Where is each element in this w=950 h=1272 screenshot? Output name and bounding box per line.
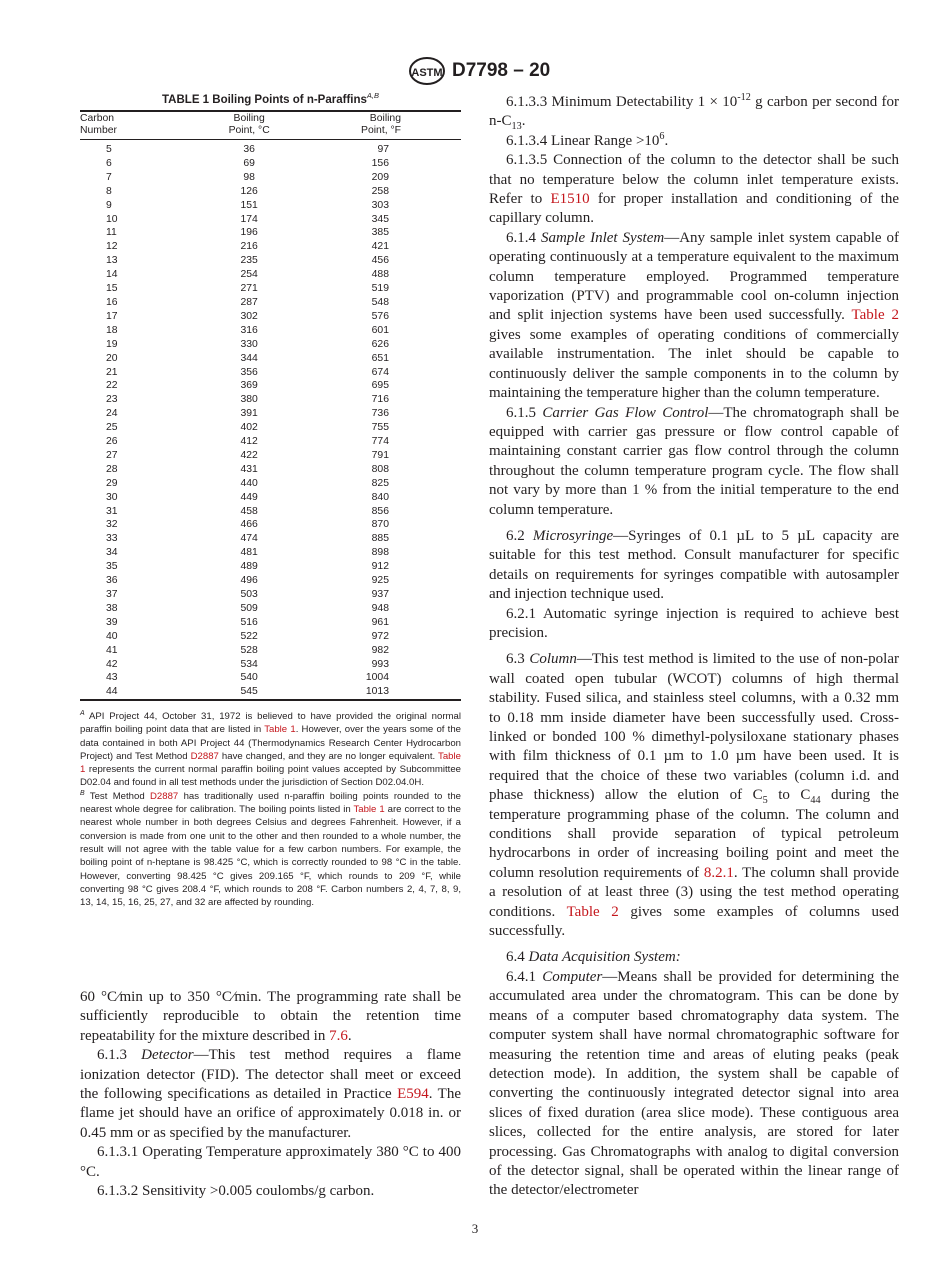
cell-boiling-point-f: 791 — [371, 449, 389, 461]
cell-boiling-point-c: 474 — [240, 533, 258, 545]
cell-carbon-number: 11 — [106, 227, 117, 239]
text-run: . The flame jet should have an orifice of approximately 0.018 in. or 0.45 mm or as specified by the manufacturer. — [80, 1086, 461, 1141]
cell-boiling-point-f: 345 — [371, 213, 389, 225]
cell-boiling-point-f: 303 — [371, 199, 389, 211]
paragraph — [80, 988, 461, 1046]
text-run: 6.1.3.1 Operating Temperature approximately 380 °C to 400 °C. — [80, 1144, 461, 1180]
cell-carbon-number: 17 — [106, 310, 118, 322]
text-run: —This test method requires a flame ionization detector (FID). The detector shall meet or exceed the following specifications as detailed in Practice — [80, 1047, 461, 1103]
cell-carbon-number: 15 — [106, 283, 118, 295]
cell-boiling-point-f: 898 — [371, 547, 389, 559]
table-row — [80, 449, 461, 463]
text-run: . However, over the years some of the data contained in both API Project 44 (Thermodynamics Research Center Hydrocarbon Project) and Test Method — [80, 724, 462, 762]
cell-carbon-number: 14 — [106, 269, 118, 281]
cell-carbon-number: 6 — [106, 157, 112, 169]
cell-carbon-number: 7 — [106, 171, 112, 183]
cell-carbon-number: 26 — [106, 436, 118, 448]
table-row — [80, 546, 461, 560]
text-run: during the temperature programming phase of the column. The column and conditions shall provide separation of typical petroleum hydrocarbons in order of increasing boiling point and meet the column resolution requirements of — [489, 787, 899, 881]
cell-boiling-point-f: 808 — [371, 463, 389, 475]
cell-carbon-number: 37 — [106, 589, 118, 600]
text-run: gives some examples of operating conditions of commercially available instrumentation. The inlet should be capable to continuously deliver the sample components in to the column by maintaining the temperature higher than the column temperature. — [489, 326, 899, 402]
table-row — [80, 588, 461, 602]
table-row — [80, 282, 461, 296]
cell-boiling-point-c: 422 — [240, 449, 258, 461]
header-boiling-point-f — [285, 111, 461, 140]
astm-logo-icon — [408, 56, 446, 86]
cell-boiling-point-c: 509 — [240, 602, 258, 614]
cell-boiling-point-f: 982 — [371, 644, 389, 656]
text-run: API Project 44, October 31, 1972 is believed to have provided the original normal paraffin boiling point data that are listed in — [80, 711, 461, 736]
cell-carbon-number: 20 — [106, 352, 118, 364]
text-run: 6.3 — [506, 651, 530, 668]
text-run: . — [347, 1027, 352, 1044]
paragraph — [489, 151, 899, 229]
italic-heading: Computer — [542, 968, 603, 985]
cell-boiling-point-f: 948 — [371, 602, 389, 614]
paragraph — [489, 968, 899, 1201]
text-run: 6.1.4 — [506, 229, 541, 246]
table-row — [80, 254, 461, 268]
cell-carbon-number: 38 — [106, 602, 118, 614]
paragraph — [80, 1182, 461, 1201]
cell-boiling-point-f: 258 — [371, 185, 389, 197]
cross-reference-link[interactable]: 7.6 — [329, 1027, 348, 1044]
paragraph — [489, 132, 899, 151]
cell-boiling-point-c: 302 — [240, 310, 258, 322]
text-run: —This test method is limited to the use of non-polar wall coated open tubular (WCOT) columns of high thermal stability. Fused silica, and stainless steel columns, with a 0.32 mm to 0.18 mm inside diameter have been successfully used. Cross-linked or bonded 100 % dimethyl-polysiloxane stationary phases with film thickness of 0.1 µm to 1.0 µm have been used. It is required that the choice of these two variables (column i.d. and phase thickness) allow the elution of C — [489, 651, 899, 804]
cell-boiling-point-c: 534 — [240, 658, 258, 670]
cell-boiling-point-c: 458 — [240, 505, 258, 517]
cell-boiling-point-c: 391 — [240, 408, 258, 420]
cross-reference-link[interactable]: E1510 — [550, 191, 590, 208]
cell-boiling-point-c: 330 — [240, 338, 258, 350]
cell-boiling-point-c: 216 — [240, 241, 258, 253]
cell-carbon-number: 18 — [106, 324, 118, 336]
text-run: 6.1.3.4 Linear Range >10 — [506, 132, 660, 149]
cell-boiling-point-c: 466 — [240, 519, 258, 531]
cell-carbon-number: 34 — [106, 547, 118, 559]
table-row — [80, 518, 461, 532]
cross-reference-link[interactable]: Table 1 — [353, 804, 385, 816]
italic-heading: Carrier Gas Flow Control — [542, 404, 709, 421]
cell-boiling-point-f: 840 — [371, 491, 389, 503]
cell-carbon-number: 42 — [106, 658, 118, 670]
cell-carbon-number: 19 — [106, 338, 118, 350]
page-number: 3 — [471, 1221, 479, 1236]
cell-carbon-number: 9 — [106, 199, 112, 211]
cell-boiling-point-f: 488 — [371, 269, 389, 281]
cell-boiling-point-c: 151 — [240, 199, 258, 211]
table-row — [80, 296, 461, 310]
cell-boiling-point-f: 972 — [371, 630, 389, 642]
cell-boiling-point-f: 156 — [371, 157, 389, 169]
italic-heading: Data Acquisition System: — [528, 949, 681, 966]
cell-boiling-point-f: 937 — [371, 589, 389, 600]
text-run: 13 — [511, 121, 522, 133]
text-run: has traditionally used n-paraffin boiling points rounded to the nearest whole degree for calibration. The boiling points listed in — [80, 790, 462, 816]
cell-boiling-point-f: 925 — [371, 575, 389, 587]
cell-boiling-point-f: 885 — [371, 533, 389, 545]
paragraph — [80, 1143, 461, 1182]
text-run: 6.1.5 — [506, 404, 543, 421]
text-run: gives some examples of columns used successfully. — [489, 903, 899, 940]
table-row — [80, 140, 461, 157]
cell-boiling-point-c: 271 — [240, 283, 258, 295]
paragraph — [489, 527, 899, 605]
table-row — [80, 199, 461, 213]
cell-boiling-point-f: 548 — [371, 296, 389, 308]
cell-boiling-point-f: 519 — [371, 283, 389, 295]
cell-boiling-point-f: 626 — [371, 338, 389, 350]
text-run: . The column shall provide a resolution of at least three (3) using the test method operating conditions. — [489, 864, 899, 920]
cross-reference-link[interactable]: E594 — [397, 1086, 429, 1103]
table-title-footnote-marks: A,B — [366, 91, 379, 101]
footnote — [80, 710, 461, 790]
table-row — [80, 574, 461, 588]
cell-boiling-point-c: 516 — [240, 616, 258, 628]
cell-boiling-point-c: 316 — [240, 324, 258, 336]
cell-boiling-point-c: 540 — [240, 672, 258, 684]
cell-boiling-point-c: 356 — [240, 366, 258, 378]
cell-boiling-point-c: 174 — [240, 213, 258, 225]
cell-boiling-point-c: 412 — [240, 436, 258, 448]
cell-boiling-point-f: 961 — [371, 616, 389, 628]
table-row — [80, 435, 461, 449]
cell-boiling-point-f: 651 — [371, 352, 389, 364]
table-row — [80, 393, 461, 407]
cell-boiling-point-c: 431 — [240, 463, 258, 475]
text-run: Test Method — [84, 790, 150, 802]
table-header-row — [80, 111, 461, 140]
cell-boiling-point-c: 496 — [240, 575, 258, 587]
text-run: 6.2.1 Automatic syringe injection is required to achieve best precision. — [489, 605, 899, 641]
table-row — [80, 185, 461, 199]
table-row — [80, 644, 461, 658]
cell-boiling-point-f: 576 — [371, 310, 389, 322]
boiling-points-table — [80, 91, 461, 701]
cell-carbon-number: 32 — [106, 519, 118, 531]
cell-boiling-point-c: 344 — [240, 352, 258, 364]
cell-boiling-point-c: 481 — [240, 547, 258, 559]
cell-carbon-number: 35 — [106, 561, 118, 573]
cell-boiling-point-f: 736 — [371, 408, 389, 420]
text-run: 6.1.3.5 Connection of the column to the detector shall be such that no temperature below the column inlet temperature exists. Refer to — [489, 152, 899, 208]
table-footnotes — [80, 710, 461, 909]
table-row — [80, 213, 461, 227]
cross-reference-link[interactable]: Table 1 — [264, 724, 296, 736]
table-row — [80, 532, 461, 546]
cell-boiling-point-f: 456 — [371, 255, 389, 267]
text-run: —Syringes of 0.1 µL to 5 µL capacity are suitable for this test method. Consult manufacturer for specific details on requirements for syringes compatible with autosampler and injection technique used. — [489, 527, 900, 603]
cell-boiling-point-c: 440 — [240, 477, 258, 489]
left-column-text — [80, 988, 461, 1201]
text-run: -12 — [737, 92, 751, 103]
cell-carbon-number: 43 — [106, 672, 118, 684]
text-run: have changed, and they are no longer equivalent. — [218, 750, 439, 762]
italic-heading: Microsyringe — [532, 527, 614, 544]
document-id: D7798 – 20 — [452, 60, 551, 81]
cell-carbon-number: 39 — [106, 616, 118, 628]
logo-text: ASTM — [411, 67, 443, 79]
cell-boiling-point-f: 674 — [371, 366, 389, 378]
cell-boiling-point-f: 97 — [377, 144, 389, 155]
table-row — [80, 338, 461, 352]
cell-carbon-number: 44 — [80, 685, 213, 700]
text-run: 6.1.3.3 Minimum Detectability 1 × 10 — [506, 94, 738, 110]
text-run: 44 — [810, 795, 821, 807]
text-run: g carbon per second for n-C — [489, 94, 900, 130]
cross-reference-link[interactable]: Table 2 — [566, 903, 619, 920]
cell-boiling-point-c: 196 — [240, 227, 258, 239]
cell-boiling-point-c: 449 — [240, 491, 258, 503]
text-run: 6 — [659, 130, 665, 142]
cell-carbon-number: 36 — [106, 575, 118, 587]
cell-boiling-point-f: 421 — [371, 241, 389, 253]
table-row — [80, 463, 461, 477]
table-row — [80, 602, 461, 616]
text-run: 5 — [762, 795, 768, 807]
cell-carbon-number: 28 — [106, 463, 118, 475]
cell-carbon-number: 21 — [106, 366, 118, 378]
cell-boiling-point-f: 870 — [371, 519, 389, 531]
cell-carbon-number: 41 — [106, 644, 118, 656]
footnote — [80, 790, 461, 910]
text-run: . — [664, 132, 669, 149]
table-row — [80, 310, 461, 324]
cell-boiling-point-f: 695 — [371, 380, 389, 392]
cell-boiling-point-f: 993 — [371, 658, 389, 670]
table-row — [80, 379, 461, 393]
cell-boiling-point-c: 36 — [243, 144, 255, 155]
table-row — [80, 616, 461, 630]
cell-carbon-number: 5 — [106, 144, 112, 155]
text-run: 6.4.1 — [506, 968, 543, 985]
cell-boiling-point-c: 235 — [240, 255, 258, 267]
cell-boiling-point-f: 601 — [371, 324, 389, 336]
paragraph — [489, 605, 899, 644]
text-run: 60 °C⁄min up to 350 °C⁄min. The programming rate shall be sufficiently reproducible to obtain the retention time repeatability for the mixture described in — [80, 989, 461, 1044]
header-line: Carbon — [80, 113, 115, 124]
cell-carbon-number: 33 — [106, 533, 118, 545]
text-run: 6.4 — [506, 949, 529, 966]
header-boiling-point-c — [213, 111, 285, 140]
paragraph — [489, 948, 899, 967]
text-run: 6.2 — [506, 527, 533, 544]
table-row — [80, 171, 461, 185]
table-row — [80, 226, 461, 240]
table-row — [80, 324, 461, 338]
italic-heading: Sample Inlet System — [540, 229, 665, 246]
cell-boiling-point-c: 503 — [240, 589, 258, 600]
cell-carbon-number: 16 — [106, 296, 118, 308]
cell-boiling-point-c: 528 — [240, 644, 258, 656]
cell-boiling-point-c: 69 — [243, 157, 255, 169]
text-run: . — [521, 113, 526, 130]
text-run: 6.1.3 — [97, 1047, 142, 1064]
cell-carbon-number: 12 — [106, 241, 118, 253]
table-row — [80, 421, 461, 435]
text-run: are correct to the nearest whole number in both degrees Celsius and degrees Fahrenheit. However, if a conversion is made from one unit to the other and then rounded to a whole number, the result will not agree with the table value for a few carbon numbers. For example, the boiling point of n-heptane is 98.425 °C, which is correctly rounded to 98 °C in the table. However, converting 98.425 °C gives 209.165 °F, which rounds to 209 °F, while converting 98 °C gives 208.4 °F, which rounds to 208 °F. Carbon numbers 2, 4, 7, 8, 9, 13, 14, 15, 16, 25, 27, and 32 are affected by rounding. — [80, 804, 462, 909]
cell-boiling-point-c: 126 — [240, 185, 258, 197]
text-run: to C — [767, 787, 811, 804]
cell-boiling-point-c: 254 — [240, 269, 258, 281]
right-column-text — [489, 93, 899, 1201]
cell-boiling-point-f: 209 — [371, 171, 389, 183]
table-title-text: TABLE 1 Boiling Points of n-Paraffins — [162, 94, 367, 106]
table-row — [80, 240, 461, 254]
header-carbon-number — [80, 111, 213, 140]
table-row — [80, 671, 461, 685]
cell-boiling-point-f: 912 — [371, 561, 389, 573]
paragraph — [489, 404, 899, 520]
cell-boiling-point-f: 755 — [371, 422, 389, 434]
text-run: for proper installation and conditioning of the capillary column. — [489, 191, 899, 227]
table-row — [80, 505, 461, 519]
text-run: —Any sample inlet system capable of operating continuously at a temperature equivalent to the maximum column temperature employed. Programmed temperature vaporization (PTV) and programmable cool on-column injection and split injection systems have been used successfully. — [489, 229, 899, 324]
header-line: Boiling — [369, 113, 401, 124]
header-line: Number — [80, 125, 117, 136]
cell-boiling-point-c: 489 — [240, 561, 258, 573]
paragraph — [489, 229, 899, 404]
page-header — [408, 56, 550, 86]
text-run: 6.1.3.2 Sensitivity >0.005 coulombs/g carbon. — [97, 1183, 375, 1200]
paragraph — [489, 93, 899, 132]
cell-carbon-number: 10 — [106, 213, 118, 225]
cell-boiling-point-c: 545 — [213, 685, 285, 700]
paragraph — [489, 650, 899, 941]
cell-boiling-point-f: 1004 — [365, 672, 389, 684]
cell-carbon-number: 31 — [106, 505, 118, 517]
cell-boiling-point-c: 522 — [240, 630, 258, 642]
cell-boiling-point-f: 825 — [371, 477, 389, 489]
italic-heading: Column — [529, 651, 577, 668]
cell-boiling-point-f: 856 — [371, 505, 389, 517]
table-row — [80, 477, 461, 491]
table-row — [80, 658, 461, 672]
cell-boiling-point-f: 385 — [371, 227, 389, 239]
cell-carbon-number: 23 — [106, 394, 118, 406]
cell-carbon-number: 30 — [106, 491, 118, 503]
table-row — [80, 268, 461, 282]
text-run: B — [80, 789, 85, 797]
cross-reference-link[interactable]: 8.2.1 — [703, 864, 734, 881]
header-line: Boiling — [233, 113, 265, 124]
cell-carbon-number: 29 — [106, 477, 118, 489]
text-run: —The chromatograph shall be equipped with carrier gas pressure or flow control capable of maintaining constant carrier gas flow control through the column throughout the column temperature program cycle. The flow shall not vary by more than 1 % from the initial temperature to the end column temperature. — [489, 404, 900, 518]
table-row — [80, 630, 461, 644]
cell-boiling-point-f: 774 — [371, 436, 389, 448]
cell-boiling-point-c: 287 — [240, 296, 258, 308]
table-row — [80, 407, 461, 421]
cell-carbon-number: 8 — [106, 185, 112, 197]
table-row — [80, 491, 461, 505]
text-run: —Means shall be provided for determining the accumulated area under the chromatogram. This can be done by means of a computer based chromatography data system. The computer system shall have normal chromatographic software for measuring the retention time and areas of eluting peaks (peak detection mode). In addition, the system shall be capable of converting the continuously integrated detector signal into area slices of fixed duration (area slice mode). These contiguous area slices, collected for the entire analysis, are stored for later processing. Gas Chromatographs with analog to digital conversion of the detector signal, shall be operated within the linear range of the detector/electrometer — [489, 968, 899, 1199]
text-run: A — [80, 709, 85, 717]
cell-boiling-point-f: 716 — [371, 394, 389, 406]
italic-heading: Detector — [141, 1047, 194, 1064]
cell-boiling-point-f: 1013 — [285, 685, 461, 700]
cell-carbon-number: 24 — [106, 408, 118, 420]
cell-carbon-number: 13 — [106, 255, 118, 267]
cross-reference-link[interactable]: D2887 — [190, 750, 219, 762]
cross-reference-link[interactable]: Table 1 — [80, 750, 461, 776]
header-line: Point, °F — [361, 125, 401, 136]
table-row — [80, 685, 461, 700]
cross-reference-link[interactable]: Table 2 — [851, 307, 899, 324]
table-row — [80, 157, 461, 171]
cell-boiling-point-c: 98 — [243, 171, 255, 183]
cell-boiling-point-c: 402 — [240, 422, 258, 434]
cell-boiling-point-c: 380 — [240, 394, 258, 406]
cell-boiling-point-c: 369 — [240, 380, 258, 392]
table-title — [80, 91, 461, 106]
table-row — [80, 366, 461, 380]
header-line: Point, °C — [228, 125, 270, 136]
cross-reference-link[interactable]: D2887 — [150, 790, 179, 802]
paragraph — [80, 1046, 461, 1143]
text-run: represents the current normal paraffin boiling point values accepted by Subcommittee D02.04 and found in all test methods under the jurisdiction of Section D02.04.0H. — [80, 764, 461, 789]
table-row — [80, 560, 461, 574]
table-row — [80, 352, 461, 366]
cell-carbon-number: 25 — [106, 422, 118, 434]
cell-carbon-number: 40 — [106, 630, 118, 642]
cell-carbon-number: 27 — [106, 449, 118, 461]
cell-carbon-number: 22 — [106, 380, 118, 392]
